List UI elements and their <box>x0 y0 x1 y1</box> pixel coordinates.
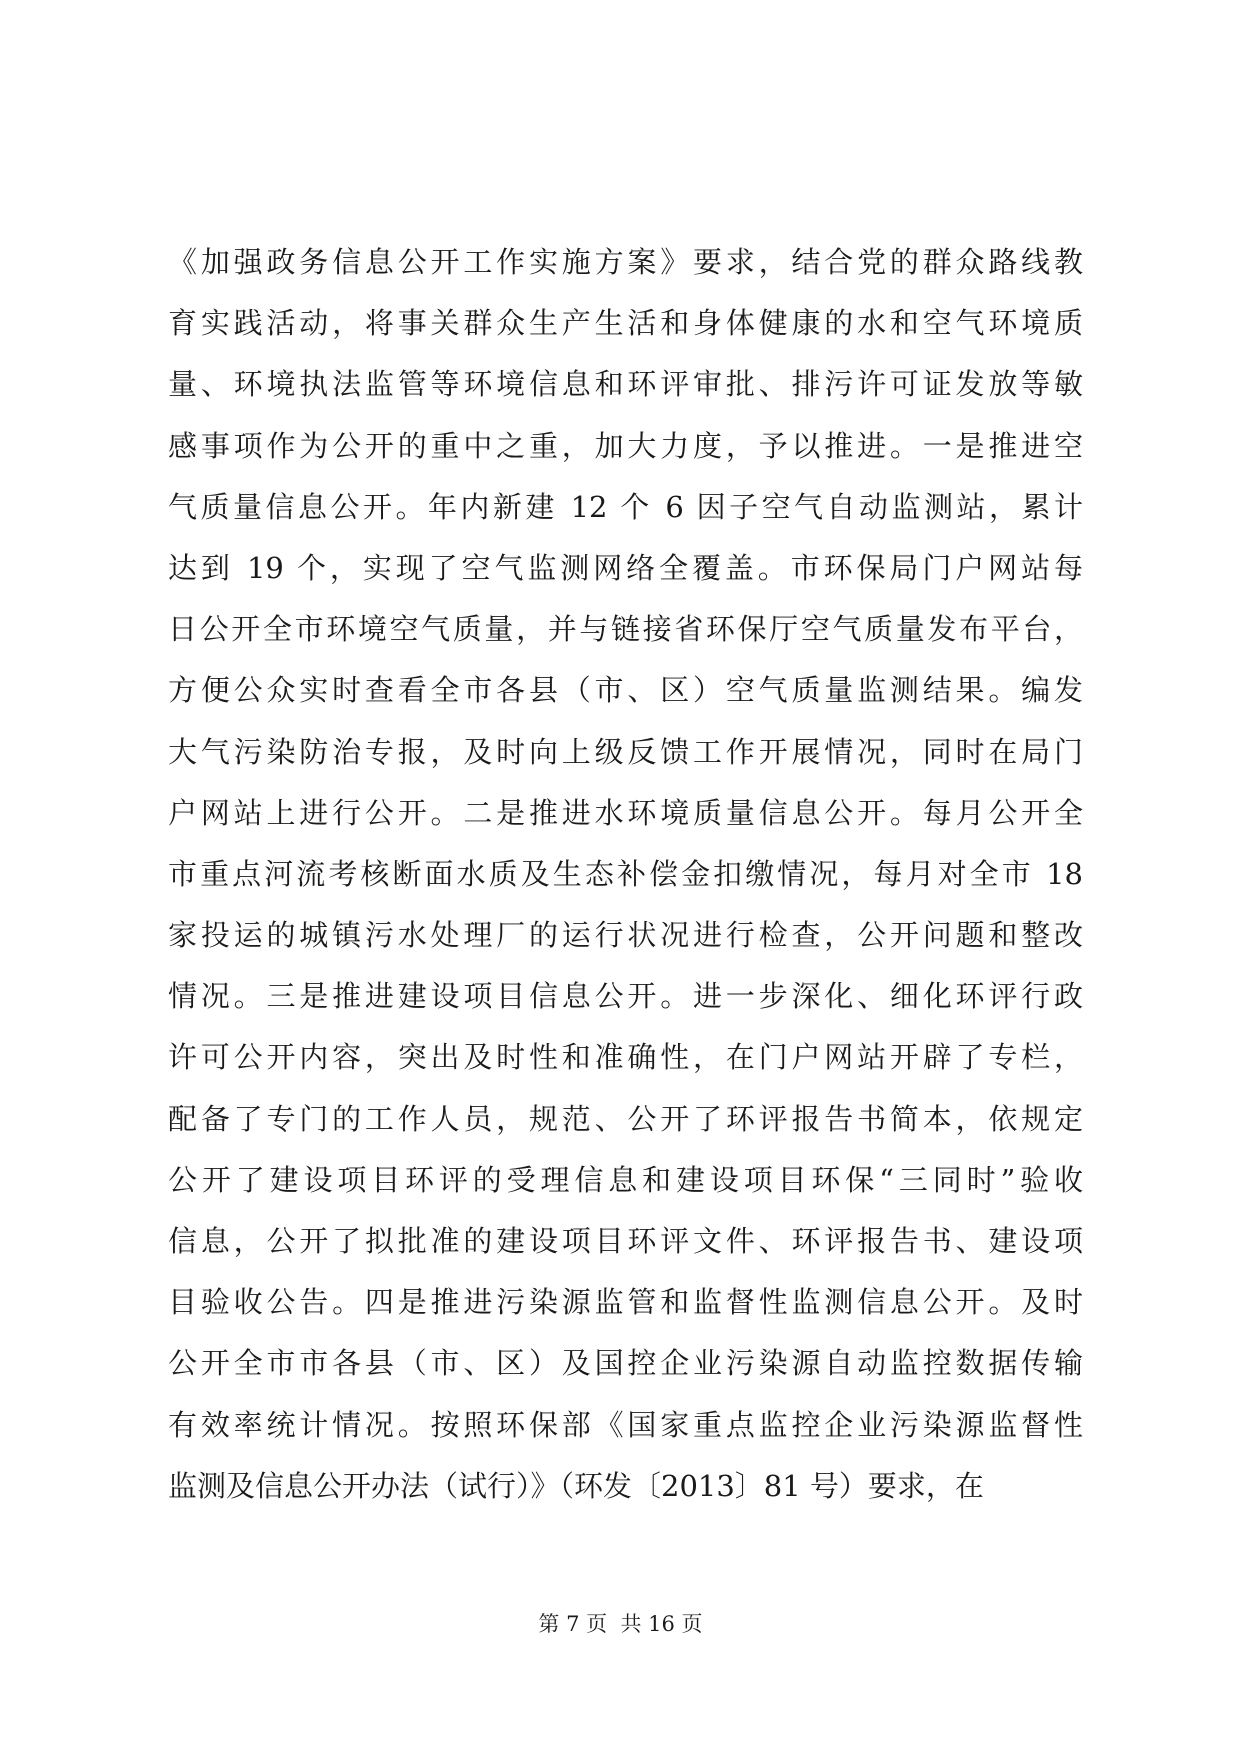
text-line-3: 量、环境执法监管等环境信息和环评审批、排污许可证发放等敏 <box>168 367 1083 402</box>
text-line-18: 目验收公告。四是推进污染源监管和监督性监测信息公开。及时 <box>168 1285 1083 1320</box>
text-line-6: 达到 19 个，实现了空气监测网络全覆盖。市环保局门户网站每 <box>168 550 1083 585</box>
page-footer <box>0 1609 1241 1639</box>
text-line-10: 户网站上进行公开。二是推进水环境质量信息公开。每月公开全 <box>168 795 1083 830</box>
text-line-21: 监测及信息公开办法（试行）》（环发〔2013〕81 号）要求，在 <box>168 1468 984 1503</box>
body-paragraph <box>168 232 1083 1517</box>
text-line-20: 有效率统计情况。按照环保部《国家重点监控企业污染源监督性 <box>168 1407 1083 1442</box>
text-line-12: 家投运的城镇污水处理厂的运行状况进行检查，公开问题和整改 <box>168 918 1083 953</box>
text-line-17: 信息，公开了拟批准的建设项目环评文件、环评报告书、建设项 <box>168 1224 1083 1258</box>
text-line-14: 许可公开内容，突出及时性和准确性，在门户网站开辟了专栏， <box>168 1040 1083 1075</box>
text-line-4: 感事项作为公开的重中之重，加大力度，予以推进。一是推进空 <box>168 428 1083 463</box>
text-line-16: 公开了建设项目环评的受理信息和建设项目环保“三同时”验收 <box>168 1162 1083 1197</box>
text-line-9: 大气污染防治专报，及时向上级反馈工作开展情况，同时在局门 <box>168 734 1083 769</box>
text-line-11: 市重点河流考核断面水质及生态补偿金扣缴情况，每月对全市 18 <box>168 856 1083 891</box>
text-line-7: 日公开全市环境空气质量，并与链接省环保厅空气质量发布平台， <box>168 612 1083 647</box>
text-line-5: 气质量信息公开。年内新建 12 个 6 因子空气自动监测站，累计 <box>168 489 1083 524</box>
text-line-15: 配备了专门的工作人员，规范、公开了环评报告书简本，依规定 <box>168 1101 1083 1136</box>
text-line-1: 《加强政务信息公开工作实施方案》要求，结合党的群众路线教 <box>168 245 1083 279</box>
text-line-2: 育实践活动，将事关群众生产生活和身体健康的水和空气环境质 <box>168 306 1083 341</box>
text-line-19: 公开全市市各县（市、区）及国控企业污染源自动监控数据传输 <box>168 1346 1083 1381</box>
page-number-label: 第 7 页 共 16 页 <box>538 1612 703 1636</box>
text-line-8: 方便公众实时查看全市各县（市、区）空气质量监测结果。编发 <box>168 673 1083 708</box>
text-line-13: 情况。三是推进建设项目信息公开。进一步深化、细化环评行政 <box>168 979 1083 1014</box>
